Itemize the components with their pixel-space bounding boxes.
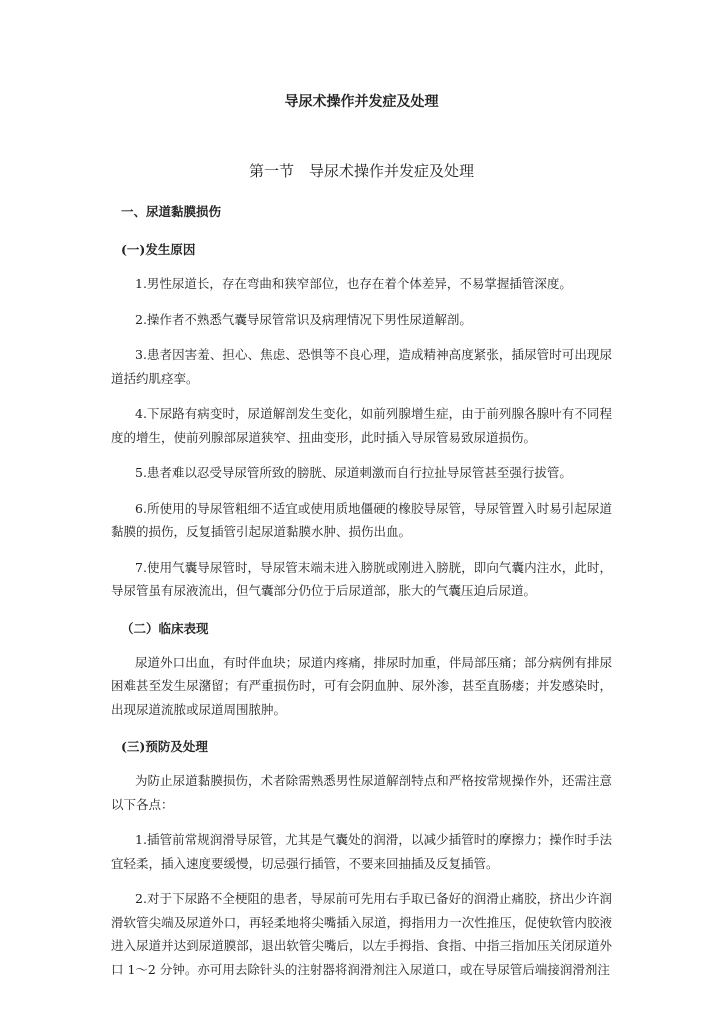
subheading-clinical-manifestations: （二）临床表现	[121, 620, 209, 636]
document-title: 导尿术操作并发症及处理	[284, 94, 439, 110]
prevention-item-1: 1.插管前常规润滑导尿管，尤其是气囊处的润滑，以减少插管时的摩擦力；操作时手法宜轻柔，插入速度要缓慢，切忌强行插管，不要来回抽插及反复插管。	[111, 832, 612, 871]
cause-item-5: 5.患者难以忍受导尿管所致的膀胱、尿道刺激而自行拉扯导尿管甚至强行拔管。	[135, 465, 572, 480]
subheading-prevention-treatment: (三)预防及处理	[121, 739, 208, 754]
cause-item-4: 4.下尿路有病变时，尿道解剖发生变化，如前列腺增生症，由于前列腺各腺叶有不同程度的增生，使前列腺部尿道狭窄、扭曲变形，此时插入导尿管易致尿道损伤。	[111, 406, 612, 445]
cause-item-2: 2.操作者不熟悉气囊导尿管常识及病理情况下男性尿道解剖。	[135, 311, 472, 327]
cause-item-7: 7.使用气囊导尿管时，导尿管末端未进入膀胱或刚进入膀胱，即向气囊内注水，此时，导尿管虽有尿液流出，但气囊部分仍位于后尿道部，胀大的气囊压迫后尿道。	[111, 559, 612, 598]
section-title: 第一节 导尿术操作并发症及处理	[248, 162, 474, 180]
cause-item-1: 1.男性尿道长，存在弯曲和狭窄部位，也存在着个体差异，不易掌握插管深度。	[135, 276, 572, 291]
prevention-intro: 为防止尿道黏膜损伤，术者除需熟悉男性尿道解剖特点和严格按常规操作外，还需注意以下各点：	[111, 773, 612, 812]
heading-urethral-mucosa-injury: 一、尿道黏膜损伤	[121, 204, 222, 219]
prevention-item-2: 2.对于下尿路不全梗阻的患者，导尿前可先用右手取已备好的润滑止痛胶，挤出少许润滑软管尖端及尿道外口，再轻柔地将尖嘴插入尿道，拇指用力一次性推压，促使软管内胶液进入尿道并达到尿道膜部，退出软管尖嘴后，以左手拇指、食指、中指三指加压关闭尿道外口 1～2 分钟。亦可用去除针头的注射器将润滑剂注入尿道口，或在导尿管后端接润滑剂注	[111, 891, 612, 977]
cause-item-6: 6.所使用的导尿管粗细不适宜或使用质地僵硬的橡胶导尿管，导尿管置入时易引起尿道黏膜的损伤，反复插管引起尿道黏膜水肿、损伤出血。	[111, 500, 612, 539]
clinical-manifestations-text: 尿道外口出血，有时伴血块；尿道内疼痛，排尿时加重，伴局部压痛；部分病例有排尿困难甚至发生尿潴留；有严重损伤时，可有会阴血肿、尿外渗，甚至直肠瘘；并发感染时，出现尿道流脓或尿道周围脓肿。	[111, 654, 612, 717]
cause-item-3: 3.患者因害羞、担心、焦虑、恐惧等不良心理，造成精神高度紧张，插尿管时可出现尿道括约肌痉挛。	[111, 347, 612, 386]
subheading-causes: (一)发生原因	[121, 242, 196, 257]
